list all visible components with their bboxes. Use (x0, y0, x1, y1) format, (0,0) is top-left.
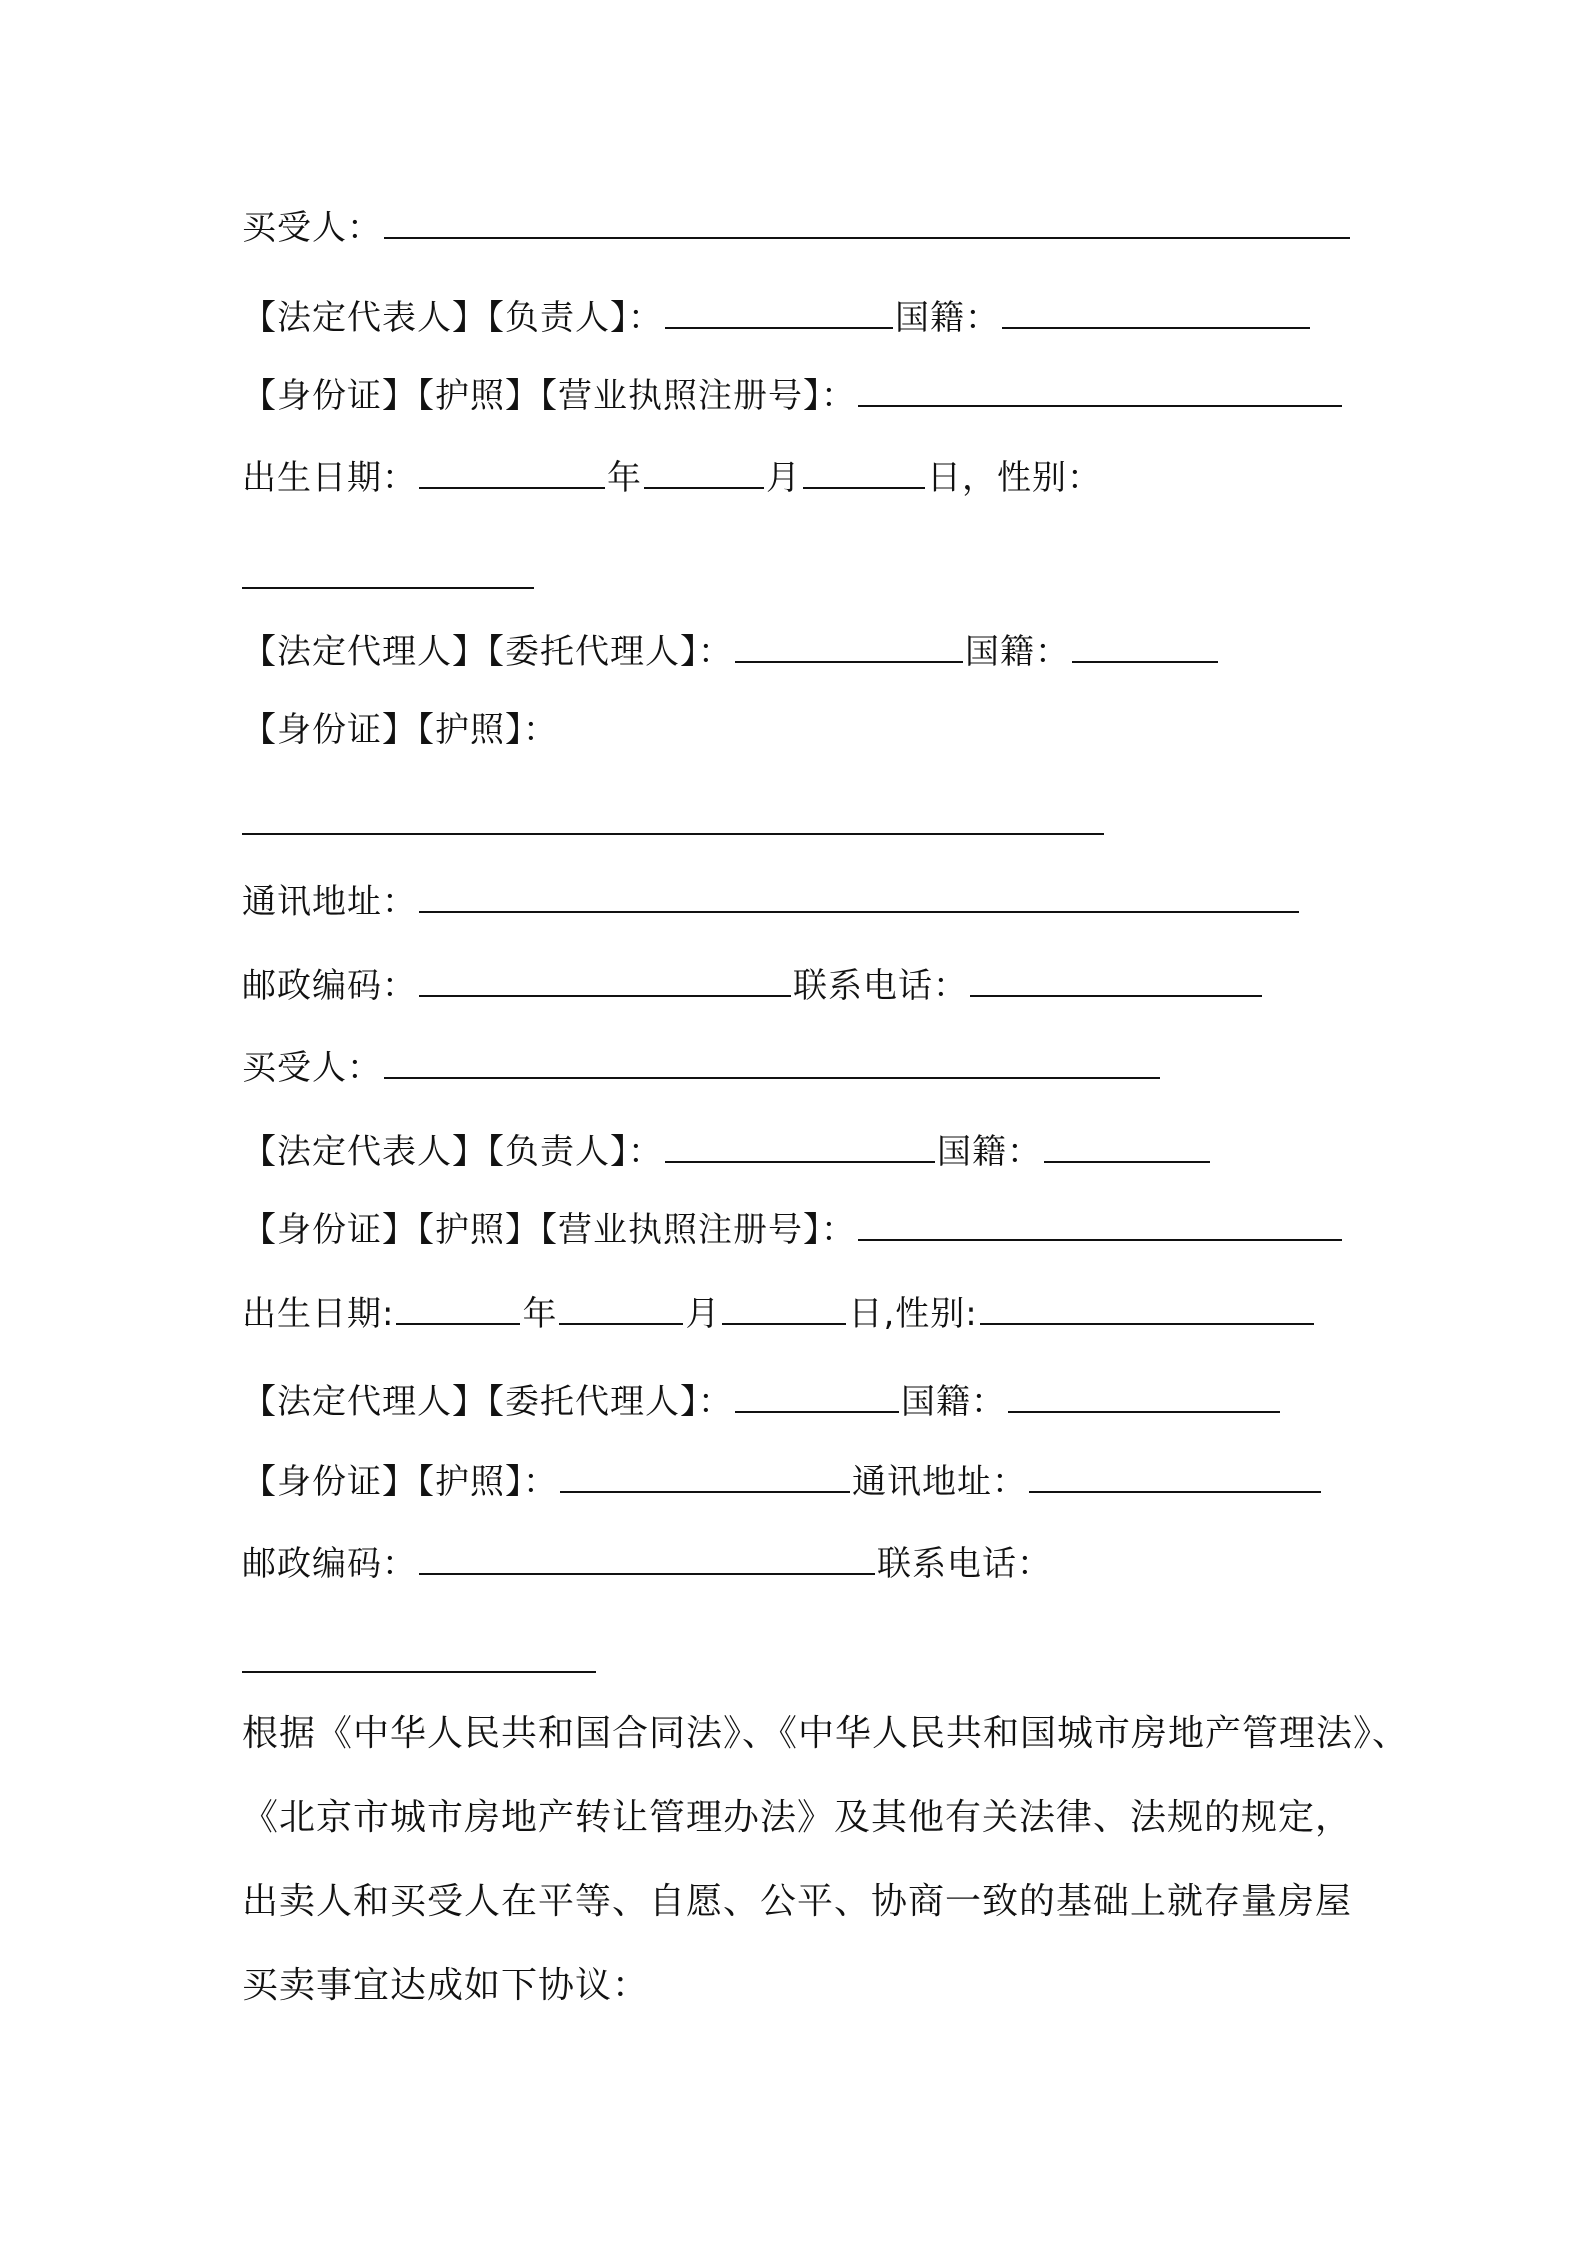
id-line (242, 364, 1362, 428)
buyer-line (242, 1036, 1362, 1100)
phone-label: 联系电话： (877, 1544, 1052, 1584)
id-blank[interactable] (858, 385, 1342, 407)
postcode-blank[interactable] (419, 975, 791, 997)
representative-blank[interactable] (665, 1141, 935, 1163)
birth-day-blank[interactable] (803, 467, 925, 489)
agreement-paragraph-line-1: 根据《中华人民共和国合同法》、《中华人民共和国城市房地产管理法》、 (242, 1713, 1410, 1754)
agent-id-label: 【身份证】【护照】： (242, 1462, 558, 1502)
address-blank[interactable] (1029, 1471, 1321, 1493)
agent-id-blank-line (242, 792, 1362, 856)
address-label: 通讯地址： (852, 1462, 1027, 1502)
buyer-name-blank[interactable] (384, 217, 1350, 239)
day-gender-label: 日,性别: (848, 1294, 978, 1334)
year-label: 年 (522, 1294, 558, 1334)
gender-blank[interactable] (980, 1303, 1314, 1325)
address-blank[interactable] (419, 891, 1299, 913)
agent-id-label: 【身份证】【护照】： (242, 710, 558, 750)
representative-line (242, 1120, 1362, 1184)
nationality-blank[interactable] (1002, 307, 1310, 329)
agreement-paragraph-line-3: 出卖人和买受人在平等、自愿、公平、协商一致的基础上就存量房屋 (242, 1881, 1353, 1922)
id-line (242, 1198, 1362, 1262)
id-label: 【身份证】【护照】【营业执照注册号】： (242, 1210, 856, 1250)
representative-label: 【法定代表人】【负责人】： (242, 298, 663, 338)
representative-line (242, 286, 1362, 350)
birth-line (242, 446, 1362, 510)
gender-blank[interactable] (242, 567, 534, 589)
birth-month-blank[interactable] (559, 1303, 683, 1325)
agent-nationality-label: 国籍： (901, 1382, 1006, 1422)
postcode-blank[interactable] (419, 1553, 875, 1575)
agent-nationality-label: 国籍： (965, 632, 1070, 672)
birth-year-blank[interactable] (396, 1303, 520, 1325)
nationality-blank[interactable] (1044, 1141, 1210, 1163)
representative-label: 【法定代表人】【负责人】： (242, 1132, 663, 1172)
agent-nationality-blank[interactable] (1008, 1391, 1280, 1413)
agent-id-address-line (242, 1450, 1362, 1514)
birth-line (242, 1282, 1362, 1346)
agent-line (242, 620, 1362, 684)
month-label: 月 (685, 1294, 721, 1334)
agent-line (242, 1370, 1362, 1434)
birth-year-blank[interactable] (419, 467, 605, 489)
day-gender-label: 日，性别： (927, 458, 1102, 498)
buyer-label: 买受人： (242, 1048, 382, 1088)
buyer-label: 买受人： (242, 208, 382, 248)
birth-label: 出生日期： (242, 458, 417, 498)
address-line (242, 870, 1362, 934)
postcode-label: 邮政编码： (242, 1544, 417, 1584)
buyer-name-blank[interactable] (384, 1057, 1160, 1079)
agent-blank[interactable] (735, 641, 963, 663)
nationality-label: 国籍： (937, 1132, 1042, 1172)
birth-day-blank[interactable] (722, 1303, 846, 1325)
phone-blank-line (242, 1630, 1362, 1694)
buyer-line (242, 196, 1362, 260)
id-label: 【身份证】【护照】【营业执照注册号】： (242, 376, 856, 416)
agent-id-blank[interactable] (242, 813, 1104, 835)
birth-month-blank[interactable] (644, 467, 764, 489)
agent-label: 【法定代理人】【委托代理人】： (242, 632, 733, 672)
month-label: 月 (766, 458, 801, 498)
gender-line (242, 546, 1362, 610)
year-label: 年 (607, 458, 642, 498)
agent-nationality-blank[interactable] (1072, 641, 1218, 663)
phone-label: 联系电话： (793, 966, 968, 1006)
agreement-paragraph-line-4: 买卖事宜达成如下协议： (242, 1965, 650, 2006)
agent-id-line (242, 698, 1362, 762)
phone-blank[interactable] (970, 975, 1262, 997)
agent-label: 【法定代理人】【委托代理人】： (242, 1382, 733, 1422)
nationality-label: 国籍： (895, 298, 1000, 338)
phone-blank[interactable] (242, 1651, 596, 1673)
address-label: 通讯地址： (242, 882, 417, 922)
postcode-phone-line (242, 954, 1362, 1018)
representative-blank[interactable] (665, 307, 893, 329)
birth-label: 出生日期: (242, 1294, 395, 1334)
agent-id-blank[interactable] (560, 1471, 850, 1493)
postcode-label: 邮政编码： (242, 966, 417, 1006)
agreement-paragraph-line-2: 《北京市城市房地产转让管理办法》及其他有关法律、法规的规定， (242, 1797, 1353, 1838)
id-blank[interactable] (858, 1219, 1342, 1241)
agent-blank[interactable] (735, 1391, 899, 1413)
postcode-phone-line (242, 1532, 1362, 1596)
